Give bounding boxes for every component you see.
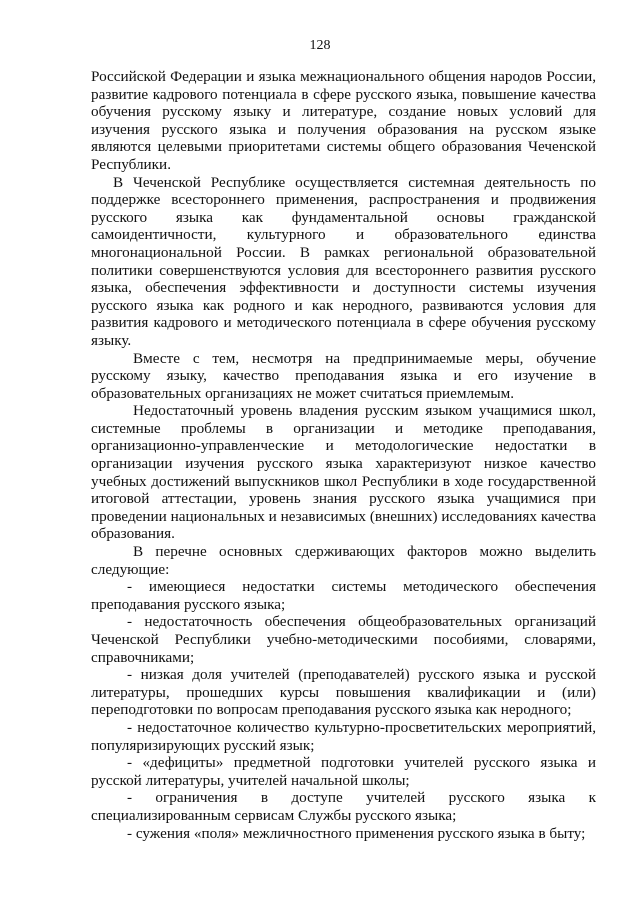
paragraph-quality: Вместе с тем, несмотря на предпринимаемые меры, обучение русскому языку, качество преподавания языка и его изучение в образовательных организациях не может считаться приемлемым. [91,349,596,402]
paragraph-problems: Недостаточный уровень владения русским языком учащимися школ, системные проблемы в организации и методике преподавания, организационно-управленческие и методологические недостатки в организации изучения русского языка характеризуют низкое качество учебных достижений выпускников школ Республики в ходе государственной итоговой аттестации, уровень знания русского языка учащимися при проведении национальных и независимых (внешних) исследованиях качества образования. [91,402,596,543]
paragraph-continuation: Российской Федерации и языка межнационального общения народов России, развитие кадрового потенциала в сфере русского языка, повышение качества обучения русскому языку и литературе, создание новых условий для изучения русского языка и получения образования на русском языке являются целевыми приоритетами системы общего образования Чеченской Республики. [91,68,596,173]
list-item: - недостаточное количество культурно-просветительских мероприятий, популяризирующих русский язык; [91,718,596,754]
factors-list [91,578,596,842]
page-number: 128 [309,38,331,53]
list-item: - ограничения в доступе учителей русского языка к специализированным сервисам Службы русского языка; [91,789,596,824]
paragraph-activity: В Чеченской Республике осуществляется системная деятельность по поддержке всестороннего применения, распространения и продвижения русского языка как фундаментальной основы гражданской самоидентичности, культурного и образовательного единства многонациональной России. В рамках региональной образовательной политики совершенствуются условия для всестороннего развития русского языка, обеспечения эффективности и доступности системы изучения русского языка как родного и как неродного, развиваются условия для развития кадрового и методического потенциала в сфере обучения русскому языку. [91,173,596,349]
list-item: - низкая доля учителей (преподавателей) русского языка и русской литературы, прошедших курсы повышения квалификации и (или) переподготовки по вопросам преподавания русского языка как неродного; [91,666,596,719]
paragraph-factors-intro: В перечне основных сдерживающих факторов можно выделить следующие: [91,543,596,578]
list-item: - имеющиеся недостатки системы методического обеспечения преподавания русского языка; [91,578,596,613]
list-item: - «дефициты» предметной подготовки учителей русского языка и русской литературы, учителей начальной школы; [91,754,596,789]
list-item: - недостаточность обеспечения общеобразовательных организаций Чеченской Республики учебно-методическими пособиями, словарями, справочниками; [91,613,596,666]
list-item: - сужения «поля» межличностного применения русского языка в быту; [127,824,586,842]
document-body [91,68,596,842]
